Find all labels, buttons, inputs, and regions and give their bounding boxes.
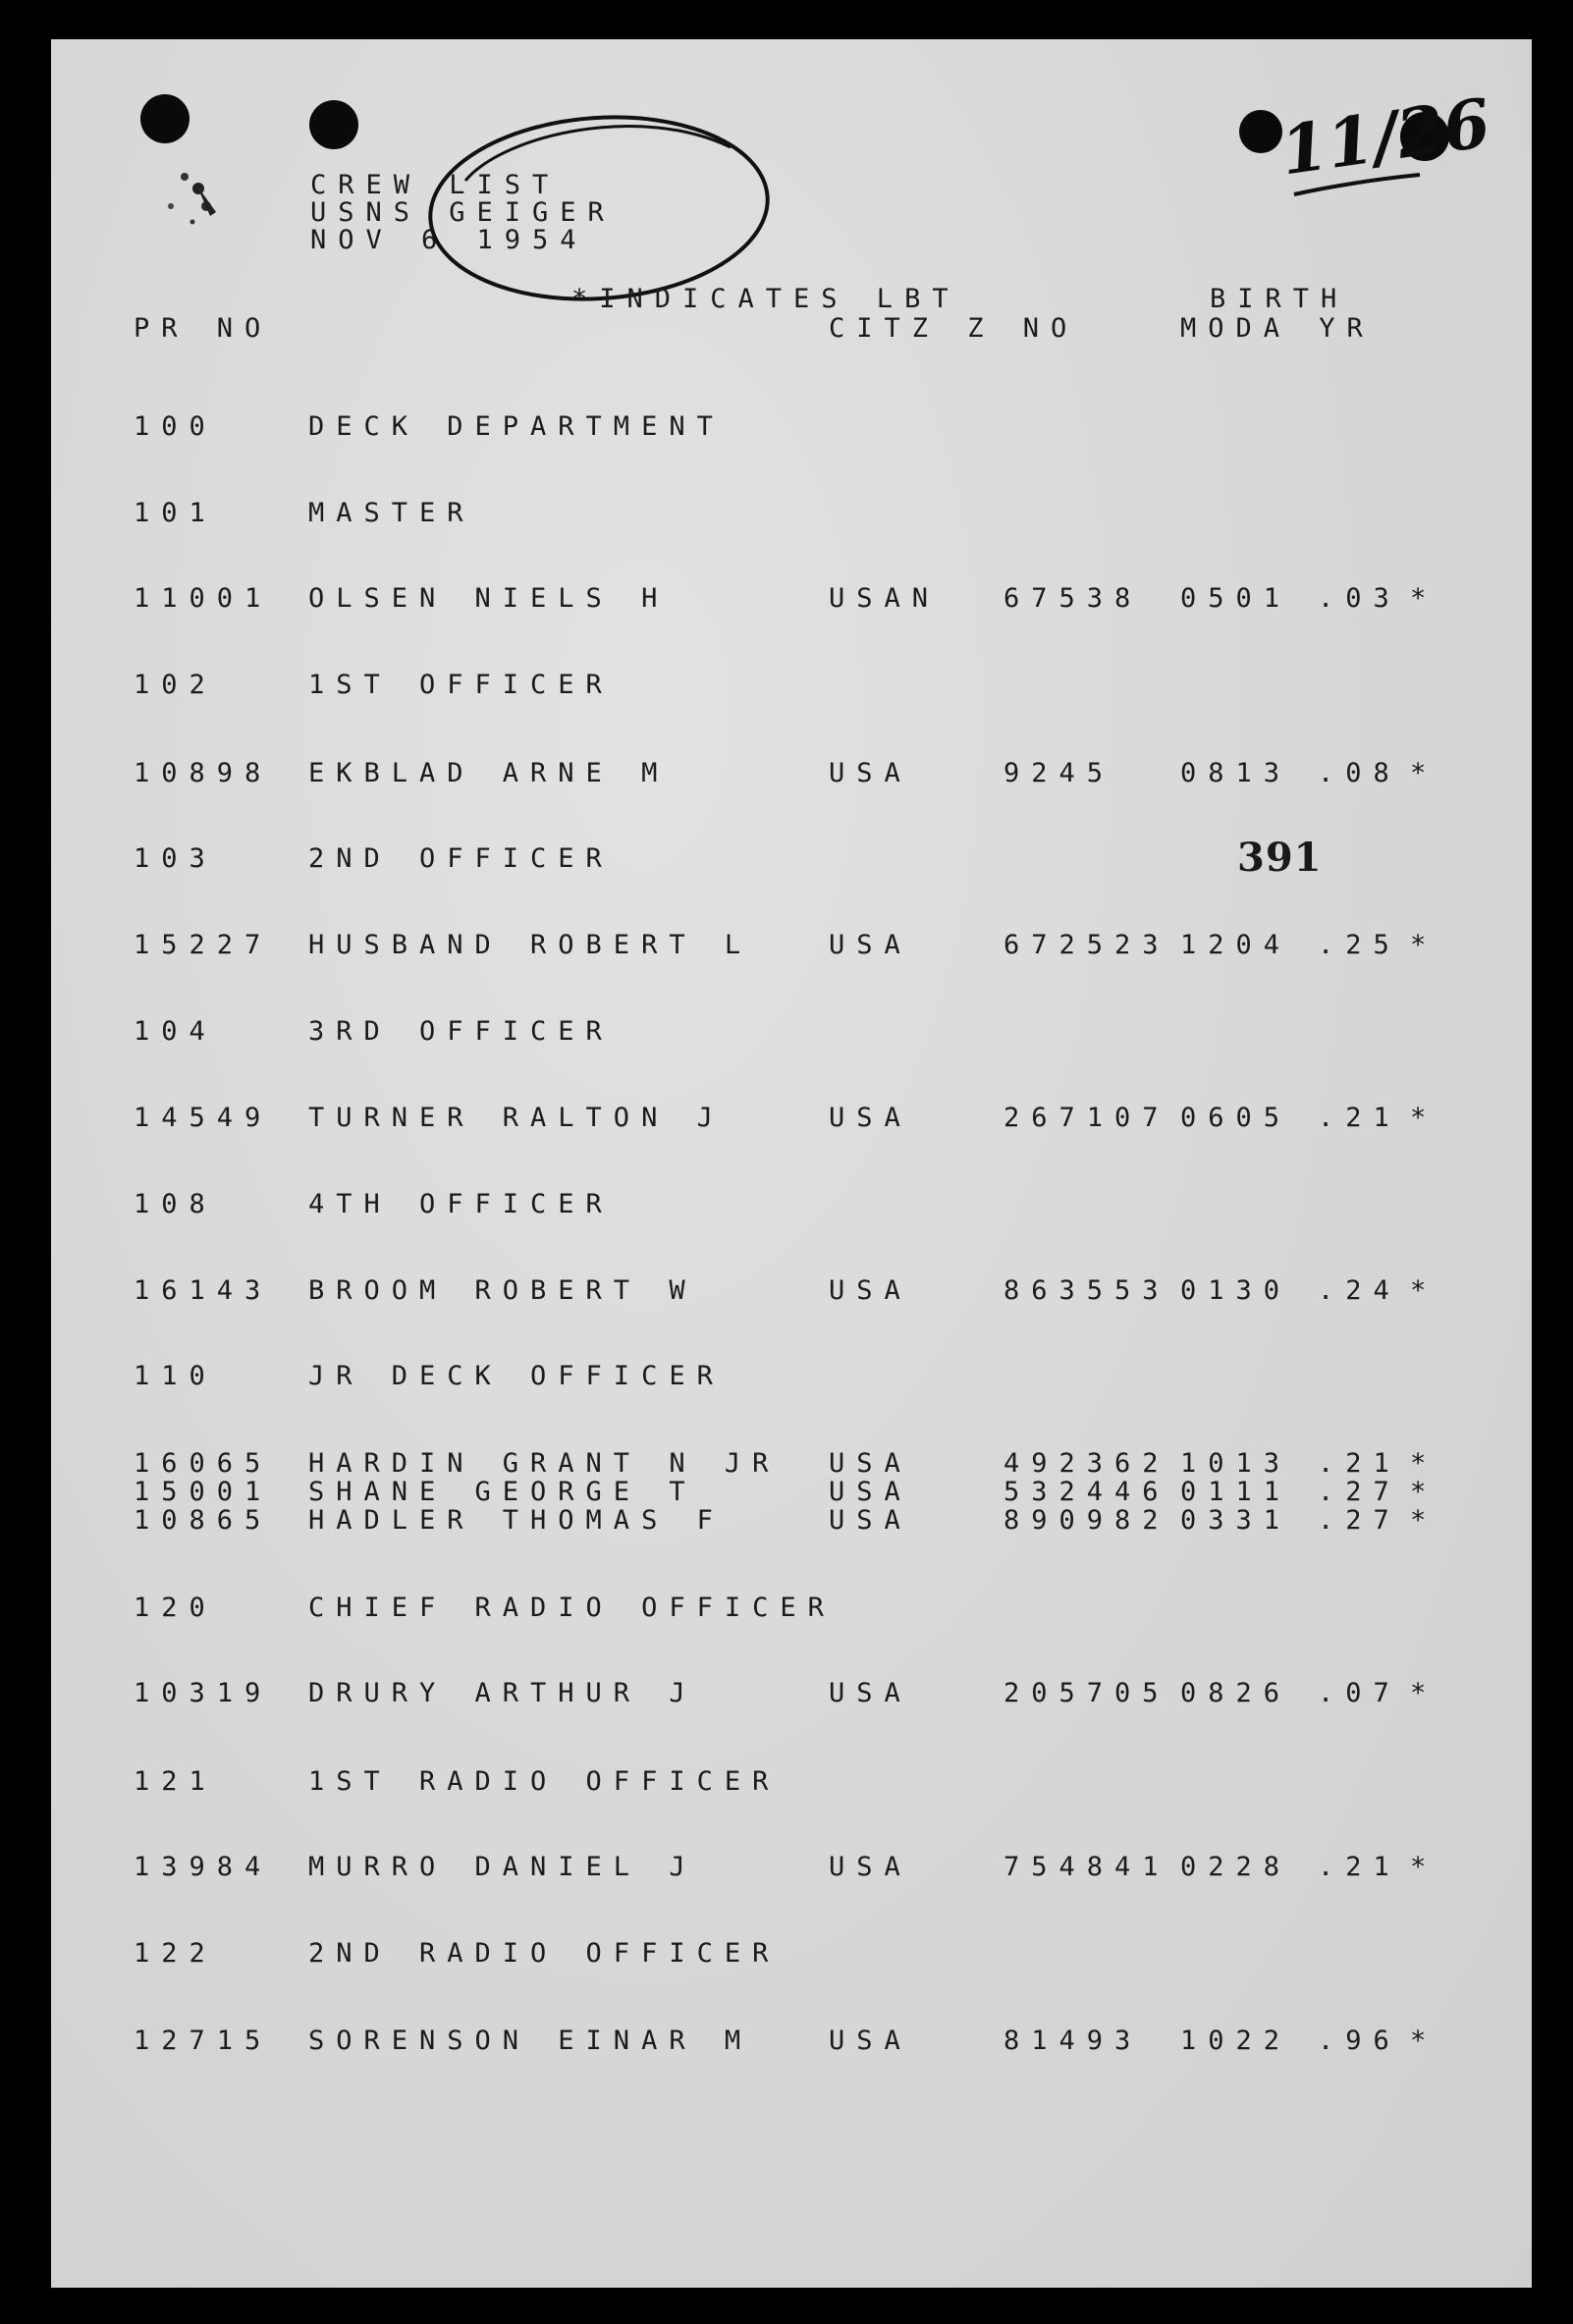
section-code: 120 [134,1593,217,1623]
section-title: 4TH OFFICER [308,1189,614,1219]
birth-year: .08 [1318,758,1401,788]
birth-year: .25 [1318,930,1401,960]
stamp-number: 391 [1237,835,1323,881]
birth-year: .21 [1318,1448,1401,1479]
citizenship: USA [829,1678,912,1708]
pr-number: 15001 [134,1477,273,1507]
z-number: 9245 [1003,758,1115,788]
crew-name: SORENSON EINAR M [308,2026,753,2056]
crew-name: TURNER RALTON J [308,1103,725,1133]
section-title: JR DECK OFFICER [308,1361,725,1391]
lbt-marker: * [1410,758,1438,788]
lbt-marker: * [1410,1852,1438,1882]
section-code: 122 [134,1938,217,1969]
z-number: 267107 [1003,1103,1170,1133]
document-page [51,39,1532,2288]
birth-year: .27 [1318,1477,1401,1507]
section-code: 101 [134,498,217,528]
column-citz-z-no: CITZ Z NO [829,313,1079,344]
citizenship: USA [829,2026,912,2056]
ink-smudge [128,137,236,245]
pr-number: 11001 [134,583,273,614]
citizenship: USA [829,1852,912,1882]
crew-name: SHANE GEORGE T [308,1477,697,1507]
pr-number: 12715 [134,2026,273,2056]
section-code: 121 [134,1766,217,1797]
section-title: CHIEF RADIO OFFICER [308,1593,836,1623]
section-code: 104 [134,1016,217,1047]
lbt-marker: * [1410,1448,1438,1479]
header-line-1: CREW LIST [310,170,561,200]
birth-year: .03 [1318,583,1401,614]
citizenship: USA [829,1275,912,1306]
citizenship: USA [829,1103,912,1133]
page-number-underline [1290,173,1428,202]
pr-number: 16065 [134,1448,273,1479]
lbt-marker: * [1410,1477,1438,1507]
handwritten-page-number: 11/26 [1275,83,1495,191]
pr-number: 10898 [134,758,273,788]
citizenship: USA [829,1505,912,1536]
z-number: 863553 [1003,1275,1170,1306]
crew-name: OLSEN NIELS H [308,583,670,614]
crew-name: HADLER THOMAS F [308,1505,725,1536]
column-moda-yr: MODA YR [1180,313,1375,344]
birth-year: .21 [1318,1103,1401,1133]
section-title: DECK DEPARTMENT [308,411,725,442]
crew-name: HUSBAND ROBERT L [308,930,753,960]
lbt-marker: * [1410,1103,1438,1133]
pr-number: 15227 [134,930,273,960]
birth-moda: 1013 [1180,1448,1292,1479]
section-code: 110 [134,1361,217,1391]
crew-name: HARDIN GRANT N JR [308,1448,781,1479]
section-title: 1ST RADIO OFFICER [308,1766,781,1797]
pr-number: 10319 [134,1678,273,1708]
birth-moda: 1022 [1180,2026,1292,2056]
header-line-2: USNS GEIGER [310,197,616,228]
citizenship: USA [829,1477,912,1507]
section-code: 100 [134,411,217,442]
section-title: 1ST OFFICER [308,670,614,700]
birth-moda: 0228 [1180,1852,1292,1882]
birth-moda: 0826 [1180,1678,1292,1708]
birth-moda: 0813 [1180,758,1292,788]
birth-moda: 0111 [1180,1477,1292,1507]
z-number: 532446 [1003,1477,1170,1507]
z-number: 754841 [1003,1852,1170,1882]
birth-year: .96 [1318,2026,1401,2056]
section-title: 3RD OFFICER [308,1016,614,1047]
crew-name: DRURY ARTHUR J [308,1678,697,1708]
section-code: 102 [134,670,217,700]
birth-moda: 1204 [1180,930,1292,960]
z-number: 81493 [1003,2026,1143,2056]
z-number: 492362 [1003,1448,1170,1479]
birth-year: .24 [1318,1275,1401,1306]
lbt-marker: * [1410,930,1438,960]
punch-hole-center [309,100,358,149]
birth-moda: 0331 [1180,1505,1292,1536]
citizenship: USA [829,1448,912,1479]
crew-name: EKBLAD ARNE M [308,758,670,788]
birth-moda: 0130 [1180,1275,1292,1306]
column-pr-no: PR NO [134,313,273,344]
punch-hole-left [140,94,190,143]
z-number: 205705 [1003,1678,1170,1708]
section-code: 108 [134,1189,217,1219]
birth-moda: 0501 [1180,583,1292,614]
section-title: 2ND OFFICER [308,843,614,874]
birth-year: .21 [1318,1852,1401,1882]
z-number: 67538 [1003,583,1143,614]
birth-moda: 0605 [1180,1103,1292,1133]
legend-birth: BIRTH [1210,284,1349,314]
birth-year: .27 [1318,1505,1401,1536]
legend-indicates: *INDICATES LBT [571,284,960,314]
pr-number: 13984 [134,1852,273,1882]
lbt-marker: * [1410,1678,1438,1708]
citizenship: USA [829,930,912,960]
z-number: 890982 [1003,1505,1170,1536]
lbt-marker: * [1410,583,1438,614]
z-number: 672523 [1003,930,1170,960]
section-title: 2ND RADIO OFFICER [308,1938,781,1969]
crew-name: MURRO DANIEL J [308,1852,697,1882]
pr-number: 16143 [134,1275,273,1306]
section-code: 103 [134,843,217,874]
section-title: MASTER [308,498,475,528]
citizenship: USA [829,758,912,788]
birth-year: .07 [1318,1678,1401,1708]
header-line-3: NOV 6 1954 [310,225,588,255]
pr-number: 14549 [134,1103,273,1133]
lbt-marker: * [1410,1275,1438,1306]
citizenship: USAN [829,583,941,614]
pr-number: 10865 [134,1505,273,1536]
lbt-marker: * [1410,2026,1438,2056]
crew-name: BROOM ROBERT W [308,1275,697,1306]
lbt-marker: * [1410,1505,1438,1536]
